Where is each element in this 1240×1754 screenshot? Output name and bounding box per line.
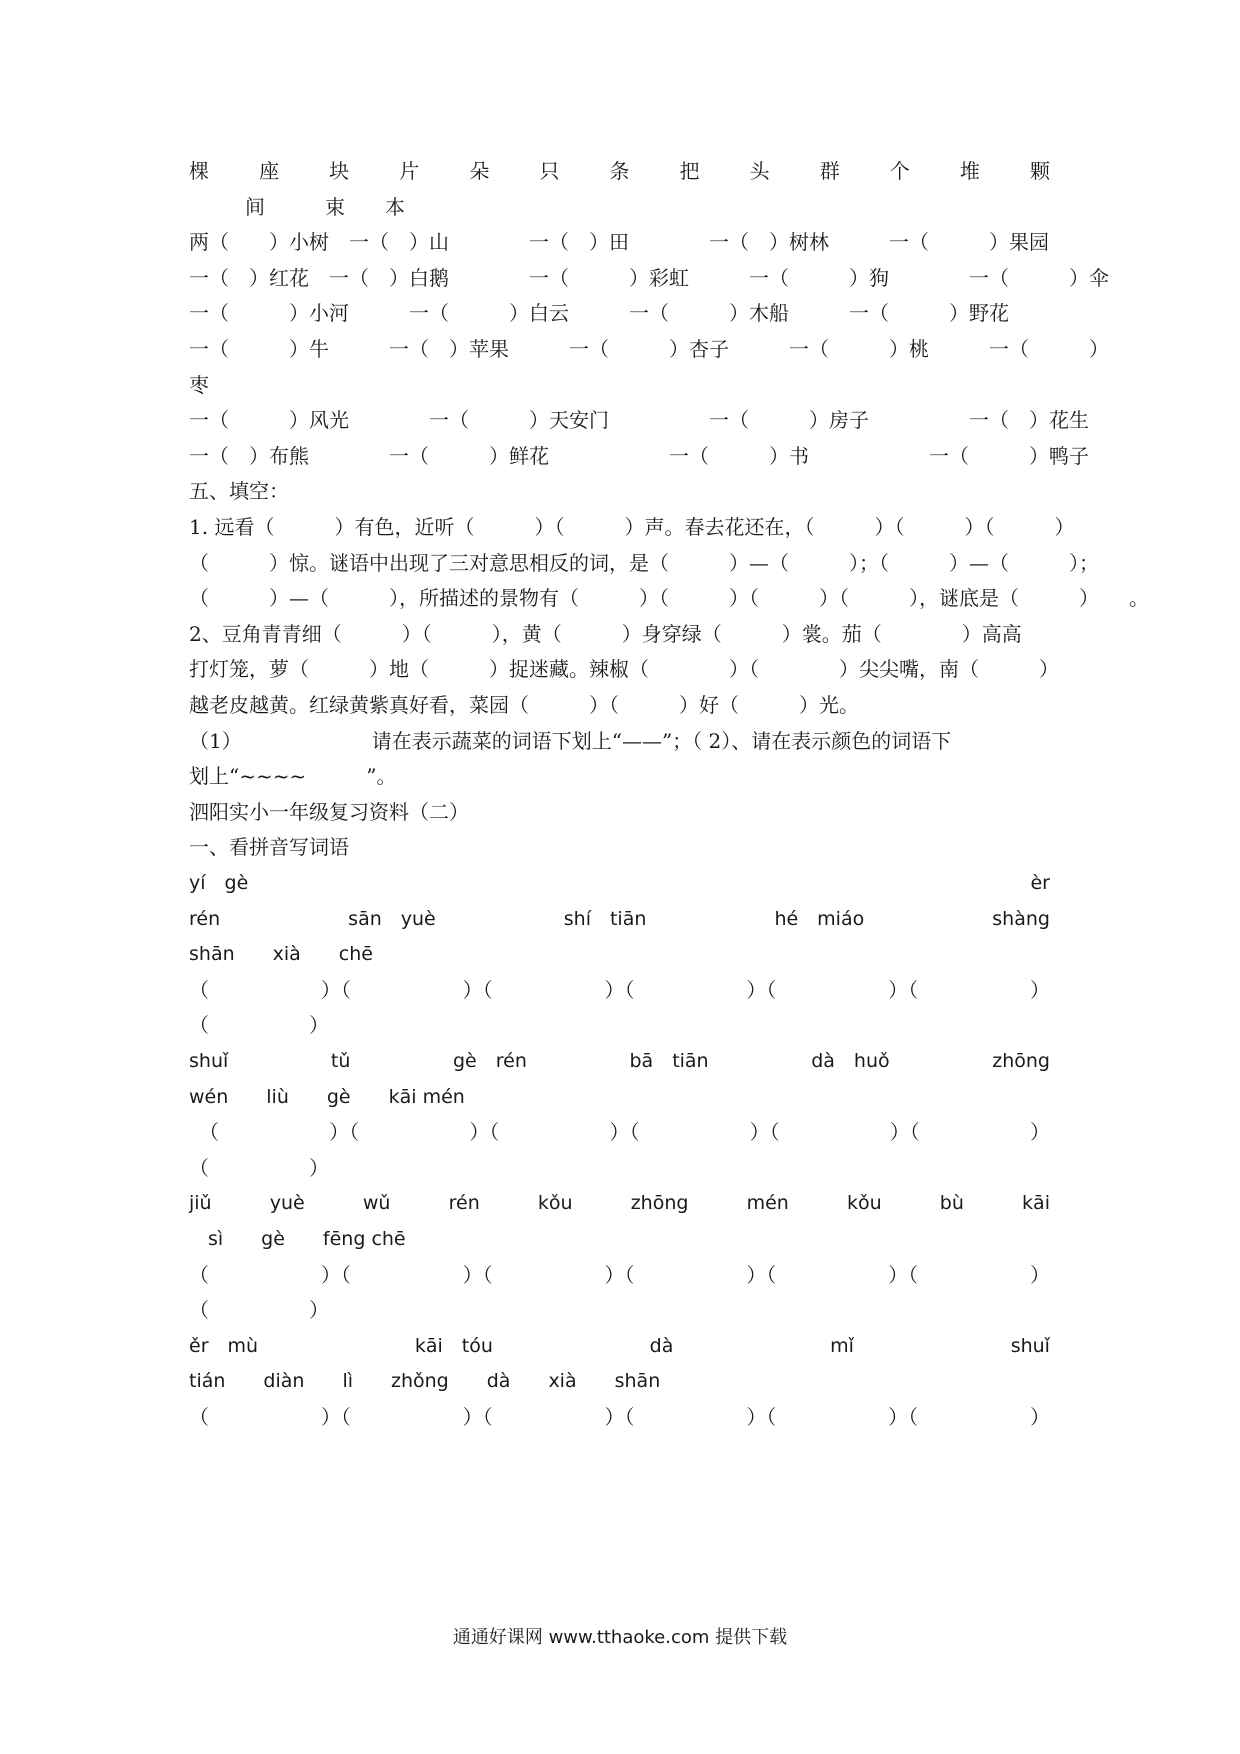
text-segment: sān yuè [348, 907, 436, 930]
text-segment: ）（ [329, 1120, 360, 1145]
text-line: sì gè fēng chē [189, 1228, 406, 1250]
text-segment: ）（ [888, 1262, 919, 1287]
text-line: 两（ ）小树 一（ ）山 一（ ）田 一（ ）树林 一（ ）果园 [189, 230, 1049, 255]
text-line: 越老皮越黄。红绿黄紫真好看，菜园（ ）（ ）好（ ）光。 [189, 693, 859, 717]
text-line [189, 1258, 1050, 1292]
text-line [189, 154, 1050, 188]
text-line: 五、填空： [189, 479, 289, 504]
text-segment: zhōng [992, 1050, 1050, 1072]
text-segment: ）（ [462, 1262, 493, 1287]
text-segment: 片 [399, 159, 420, 183]
text-segment: yuè [269, 1192, 305, 1215]
text-segment: 只 [539, 159, 560, 183]
text-segment: shàng [992, 907, 1050, 930]
text-segment: tǔ [330, 1050, 351, 1072]
text-segment: ）（ [320, 1405, 351, 1429]
text-segment: shuǐ [189, 1050, 229, 1072]
text-segment: 颗 [1029, 159, 1050, 183]
text-line: （ ）—（ ），所描述的景物有（ ）（ ）（ ）（ ），谜底是（ ） 。 [189, 586, 1149, 611]
text-line: 枣 [189, 372, 209, 397]
text-line: 2、豆角青青细（ ）（ ），黄（ ）身穿绿（ ）裳。茄（ ）高高 [189, 621, 1022, 646]
text-segment: yí gè [189, 872, 249, 894]
text-segment: mǐ [830, 1334, 854, 1357]
text-line [189, 1044, 1050, 1078]
text-segment: ）（ [469, 1120, 500, 1145]
text-segment: bù [939, 1192, 964, 1215]
text-segment: ） [1029, 1405, 1050, 1429]
text-segment: ）（ [746, 1405, 777, 1429]
text-segment: ） [1029, 1262, 1050, 1287]
text-segment: jiǔ [189, 1192, 212, 1215]
text-segment: ）（ [462, 1405, 493, 1429]
text-line: 一（ ）小河 一（ ）白云 一（ ）木船 一（ ）野花 [189, 301, 1009, 326]
text-line: 1. 远看（ ）有色，近听（ ）（ ）声。春去花还在，（ ）（ ）（ ） [189, 515, 1075, 539]
text-segment: ） [1029, 1120, 1050, 1145]
text-line: 一（ ）红花 一（ ）白鹅 一（ ）彩虹 一（ ）狗 一（ ）伞 [189, 265, 1109, 290]
text-line: （1） 请在表示蔬菜的词语下划上“——”；（ 2）、请在表示颜色的词语下 [189, 728, 952, 753]
text-segment: ） [1029, 977, 1050, 1002]
text-segment: ）（ [746, 977, 777, 1002]
text-segment: rén [189, 907, 221, 930]
footer-credit: 通通好课网 www.tthaoke.com 提供下载 [452, 1627, 788, 1648]
text-segment: zhōng [630, 1192, 689, 1215]
text-line: tián diàn lì zhǒng dà xià shān [189, 1370, 661, 1393]
text-segment: mén [746, 1192, 789, 1215]
text-line: 打灯笼，萝（ ）地（ ）捉迷藏。辣椒（ ）（ ）尖尖嘴，南（ ） [189, 657, 1059, 682]
text-segment: dà [649, 1334, 674, 1357]
text-segment: ）（ [604, 1405, 635, 1429]
text-line: wén liù gè kāi mén [189, 1085, 465, 1108]
text-line: 间 束 本 [245, 194, 405, 219]
text-segment: gè rén [452, 1050, 527, 1072]
text-segment: shuǐ [1010, 1334, 1050, 1357]
text-segment: 朵 [469, 159, 490, 183]
text-segment: ）（ [888, 977, 919, 1002]
text-line [189, 1186, 1050, 1220]
text-segment: shí tiān [563, 907, 647, 930]
text-segment: ）（ [749, 1120, 780, 1145]
text-segment: ）（ [889, 1120, 920, 1145]
text-line: （ ） [189, 1013, 329, 1038]
text-segment: 头 [749, 159, 770, 183]
text-segment: 堆 [959, 159, 980, 183]
text-segment: kāi tóu [414, 1334, 493, 1357]
text-segment: hé miáo [774, 907, 865, 930]
text-line [189, 902, 1050, 936]
text-segment: kǒu [537, 1192, 573, 1215]
text-segment: kāi [1022, 1192, 1050, 1215]
text-line: 划上“~~~~ ”。 [189, 764, 397, 789]
text-segment: 群 [819, 159, 840, 183]
text-line [189, 1329, 1050, 1363]
text-line: 泗阳实小一年级复习资料（二） [189, 799, 469, 824]
text-segment: 把 [679, 159, 700, 183]
text-segment: ）（ [888, 1405, 919, 1429]
text-line: （ ） [189, 1298, 329, 1323]
text-segment: 棵 [189, 159, 209, 183]
text-segment: ）（ [604, 977, 635, 1002]
text-line: 一（ ）布熊 一（ ）鲜花 一（ ）书 一（ ）鸭子 [189, 443, 1089, 468]
text-line: （ ）惊。谜语中出现了三对意思相反的词，是（ ）—（ ）；（ ）—（ ）； [189, 550, 1099, 575]
text-segment: rén [448, 1192, 480, 1215]
text-line: （ ） [189, 1155, 329, 1180]
text-segment: ）（ [462, 977, 493, 1002]
text-line [189, 1400, 1050, 1434]
text-segment: ）（ [746, 1262, 777, 1287]
text-segment: 块 [329, 159, 350, 183]
text-segment: wǔ [362, 1192, 391, 1215]
text-segment: （ [189, 1405, 209, 1429]
text-segment: ）（ [604, 1262, 635, 1287]
text-line: shān xià chē [189, 943, 373, 966]
text-line [189, 973, 1050, 1007]
text-segment: ）（ [320, 977, 351, 1002]
text-segment: ěr mù [189, 1334, 259, 1357]
text-segment: ）（ [609, 1120, 640, 1145]
text-segment: èr [1030, 872, 1050, 894]
text-segment: ）（ [320, 1262, 351, 1287]
text-line: 一（ ）风光 一（ ）天安门 一（ ）房子 一（ ）花生 [189, 408, 1089, 433]
text-line [189, 866, 1050, 900]
text-line: 一（ ）牛 一（ ）苹果 一（ ）杏子 一（ ）桃 一（ ） [189, 337, 1109, 361]
text-line: 一、看拼音写词语 [189, 835, 349, 860]
text-segment: 个 [889, 159, 910, 183]
text-segment: （ [189, 1262, 209, 1287]
text-segment: （ [189, 977, 209, 1002]
text-segment: 座 [259, 159, 280, 183]
text-segment: kǒu [846, 1192, 882, 1215]
text-line [189, 1115, 1050, 1149]
text-segment: 条 [609, 159, 630, 183]
text-segment: dà huǒ [811, 1050, 890, 1072]
text-segment: （ [189, 1120, 219, 1145]
text-segment: bā tiān [629, 1050, 709, 1072]
